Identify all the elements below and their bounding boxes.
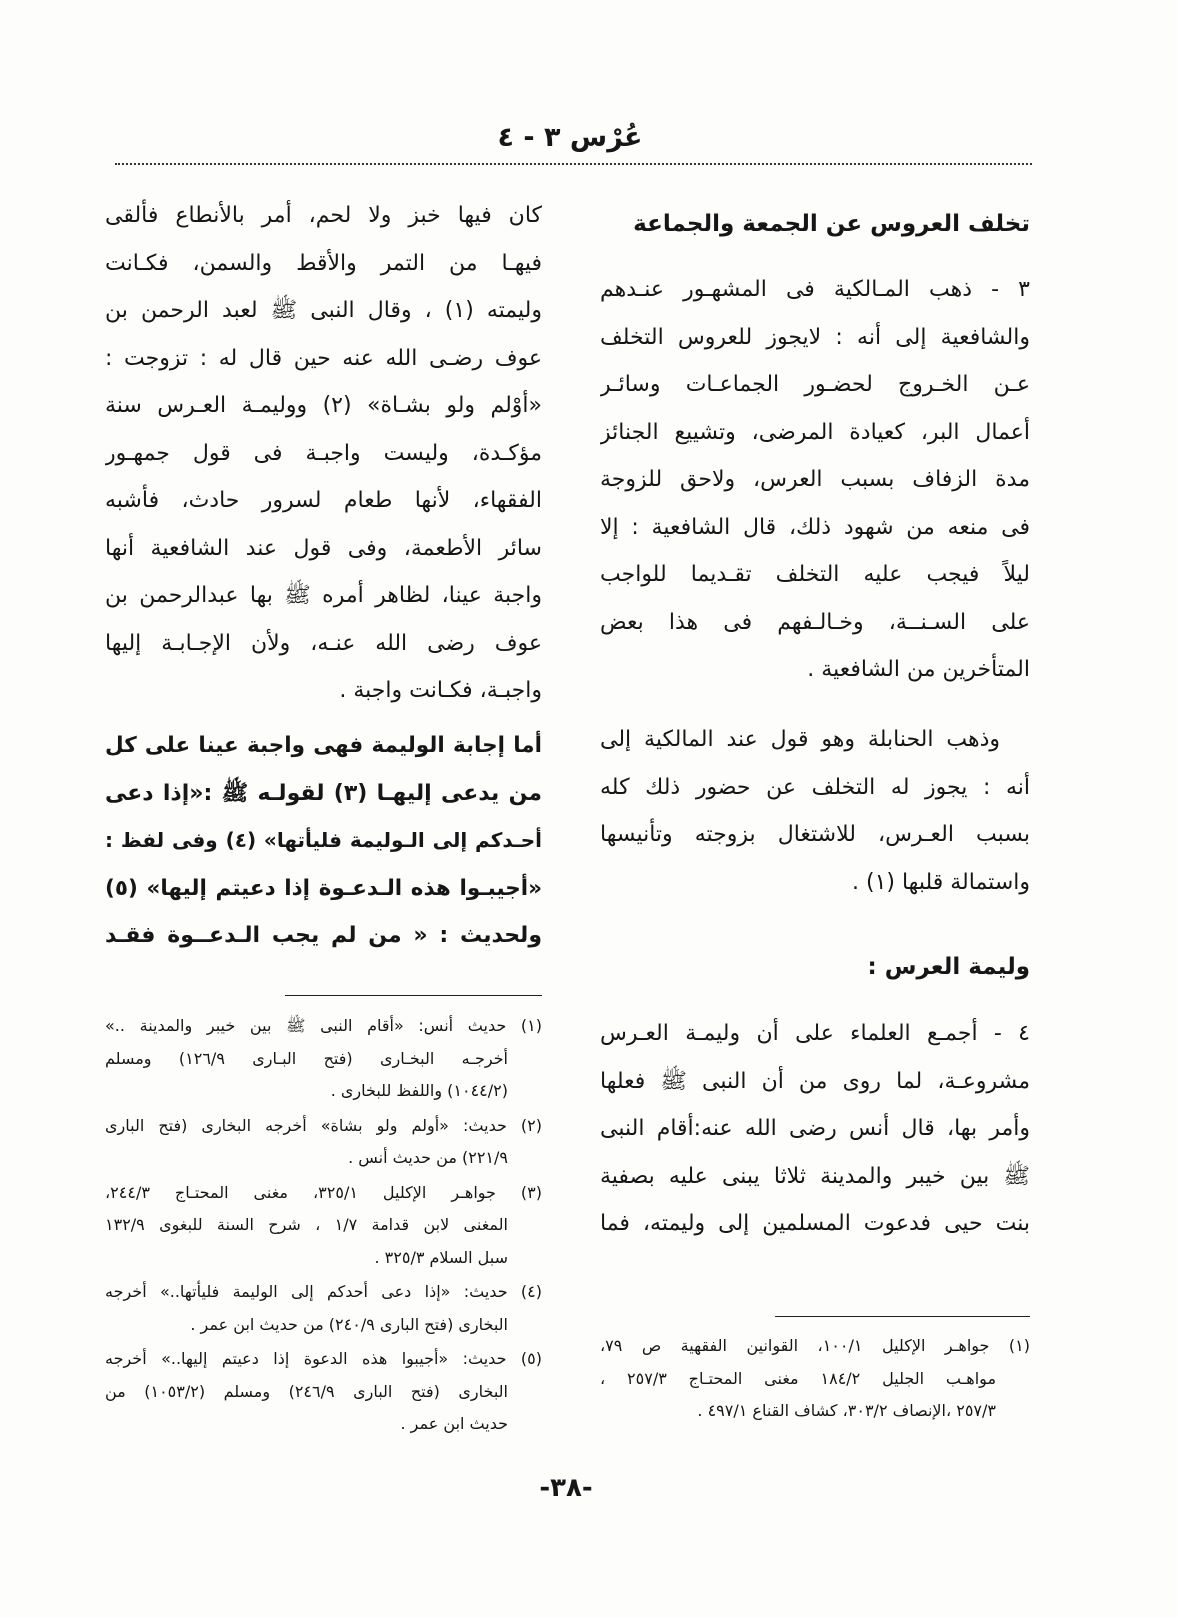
text-line: ليلاً فيجب عليه التخلف تقـديما للواجب xyxy=(600,562,1030,587)
footnote xyxy=(105,1010,542,1108)
text-line: فى منعه من شهود ذلك، قال الشافعية : إلا xyxy=(600,514,1030,540)
footnote-line: أخرجـه البخـارى (فتح البـارى ١٢٦/٩) ومسلم xyxy=(105,1048,509,1068)
section-heading xyxy=(600,200,1030,248)
text-line: واجبـة، فكـانت واجبة . xyxy=(339,678,542,703)
footnote-line: (١) جواهـر الإكليل ١٠٠/١، القوانين الفقهية ص ٧٩، xyxy=(600,1336,1030,1355)
text-line: عوف رضى الله عنـه، ولأن الإجـابـة إليها xyxy=(105,630,542,656)
footnote-line: ٢٥٧/٣ ،الإنصاف ٣٠٣/٢، كشاف القناع ٤٩٧/١ . xyxy=(697,1401,996,1420)
text-line: عـن الخـروج لحضـور الجماعـات وسائـر xyxy=(600,372,1030,397)
text-line: وليمته (١) ، وقال النبى ﷺ لعبد الرحمن بن xyxy=(105,298,542,323)
section-heading-text: تخلف العروس عن الجمعة والجماعة xyxy=(633,211,1030,237)
text-line: مدة الزفاف بسبب العرس، ولاحق للزوجة xyxy=(600,467,1030,492)
text-line: واجبة عينا، لظاهر أمره ﷺ بها عبدالرحمن بن xyxy=(105,583,542,608)
text-line: بنت حيى فدعوت المسلمين إلى وليمته، فما xyxy=(600,1211,1030,1236)
text-line: على السـنــة، وخـالـفهم فى هذا بعض xyxy=(600,609,1030,635)
text-line: أما إجابة الوليمة فهى واجبة عينا على كل xyxy=(105,733,542,758)
footnote-line: (٢) حديث: «أولم ولو بشاة» أخرجه البخارى (فتح البارى xyxy=(105,1115,542,1135)
text-line: فيهـا من التمر والأقط والسمن، فكـانت xyxy=(105,250,542,276)
footnote-line: المغنى لابن قدامة ١/٧ ، شرح السنة للبغوى ١٣٢/٩ xyxy=(105,1215,508,1234)
text-line: ولحديث : « من لم يجب الـدعــوة فقـد xyxy=(105,923,542,948)
text-line: مشروعـة، لما روى من أن النبى ﷺ فعلها xyxy=(600,1068,1030,1094)
paragraph-3 xyxy=(600,266,1030,694)
text-line: «أجيبـوا هذه الـدعـوة إذا دعيتم إليها» (٥) xyxy=(105,875,542,901)
footnote-line: (١٠٤٤/٢) واللفظ للبخارى . xyxy=(330,1081,508,1100)
section-heading xyxy=(600,943,1030,991)
paragraph-continued xyxy=(105,192,542,715)
page-header-title: عُرْس ٣ - ٤ xyxy=(497,122,643,153)
footnotes xyxy=(600,1330,1030,1430)
footnote-line: حديث ابن عمر . xyxy=(400,1414,508,1433)
paragraph-ijaba xyxy=(105,722,542,960)
text-line: عوف رضـى الله عنه حين قال له : تزوجت : xyxy=(105,345,542,371)
text-line: ﷺ بين خيبر والمدينة ثلاثا يبنى عليه بصفية xyxy=(600,1163,1030,1189)
text-line: كان فيها خبز ولا لحم، أمر بالأنطاع فألقى xyxy=(105,203,542,228)
text-line: واستمالة قلبها (١) . xyxy=(852,869,1030,895)
text-line: أنه : يجوز له التخلف عن حضور ذلك كله xyxy=(600,774,1030,800)
text-line: ٣ - ذهب المـالكية فى المشهـور عنـدهم xyxy=(600,277,1030,302)
footnote-line: (٥) حديث: «أجيبوا هذه الدعوة إذا دعيتم إليها..» أخرجه xyxy=(105,1349,542,1368)
footnote-line: البخارى (فتح البارى ٢٤٠/٩) من حديث ابن عمر . xyxy=(190,1314,508,1334)
paragraph-hanabila xyxy=(600,716,1030,906)
paragraph-4 xyxy=(600,1010,1030,1248)
footnote xyxy=(105,1343,542,1441)
text-line: والشافعية إلى أنه : لايجوز للعروس التخلف xyxy=(600,324,1030,350)
text-line: أحـدكم إلى الـوليمة فليأتها» (٤) وفى لفظ : xyxy=(105,828,542,852)
section-heading-text: وليمة العرس : xyxy=(867,954,1030,980)
text-line: المتأخرين من الشافعية . xyxy=(807,657,1030,682)
footnote-separator xyxy=(775,1316,1030,1317)
footnote-line: البخارى (فتح البارى ٢٤٦/٩) ومسلم (١٠٥٣/٢) من xyxy=(105,1381,508,1401)
footnote-line: (١) حديث أنس: «أقام النبى ﷺ بين خيبر والمدينة ..» xyxy=(105,1016,542,1035)
text-line: بسبب العـرس، للاشتغال بزوجته وتأنيسها xyxy=(600,822,1030,847)
footnote-line: (٣) جواهـر الإكليل ٣٢٥/١، مغنى المحتـاج ٢٤٤/٣، xyxy=(105,1182,542,1202)
text-line: وذهب الحنابلة وهو قول عند المالكية إلى xyxy=(600,727,1000,752)
footnote xyxy=(105,1110,542,1175)
text-line: سائر الأطعمة، وفى قول عند الشافعية أنها xyxy=(105,535,542,561)
footnote-separator xyxy=(285,995,542,996)
text-line: ٤ - أجمـع العلماء على أن وليمـة العـرس xyxy=(600,1021,1030,1046)
footnote xyxy=(600,1330,1030,1428)
header-dotted-rule xyxy=(115,163,1032,165)
footnote xyxy=(105,1177,542,1275)
text-line: أعمال البر، كعيادة المرضى، وتشييع الجنائز xyxy=(600,419,1030,445)
text-line: وأمر بها، قال أنس رضى الله عنه:أقام النبى xyxy=(600,1116,1030,1141)
footnote-line: (٤) حديث: «إذا دعى أحدكم إلى الوليمة فليأتها..» أخرجه xyxy=(105,1282,542,1301)
page-number: -٣٨- xyxy=(539,1473,593,1503)
text-line: مؤكـدة، وليست واجبـة فى قول جمهـور xyxy=(105,440,542,466)
text-line: «أوْلم ولو بشـاة» (٢) ووليمـة العـرس سنة xyxy=(105,393,542,418)
footnotes xyxy=(105,1010,542,1443)
footnote-line: سبل السلام ٣٢٥/٣ . xyxy=(374,1247,508,1267)
footnote-line: ٢٢١/٩) من حديث أنس . xyxy=(348,1148,508,1167)
footnote xyxy=(105,1276,542,1341)
footnote-line: مواهـب الجليل ١٨٤/٢ مغنى المحتـاج ٢٥٧/٣ ، xyxy=(600,1368,997,1388)
text-line: الفقهاء، لأنها طعام لسرور حادث، فأشبه xyxy=(105,488,542,513)
text-line: من يدعى إليهـا (٣) لقولـه ﷺ :«إذا دعى xyxy=(105,780,542,806)
